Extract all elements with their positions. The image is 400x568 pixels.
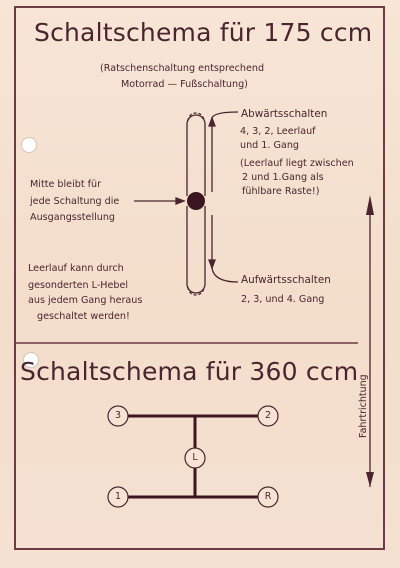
mitte-line1: Mitte bleibt für [30,179,102,190]
gear-label-2: 2 [264,410,272,421]
leerlauf-hebel-line3: aus jedem Gang heraus [28,295,143,306]
lever-diagram-175 [134,112,238,295]
fahrtrichtung-label: Fahrtrichtung [358,374,369,438]
leerlauf-note-line2: 2 und 1.Gang als [242,172,324,183]
leerlauf-hebel-line4: geschaltet werden! [37,311,130,322]
lever-outline-lower [187,206,205,293]
leerlauf-hebel-line2: gesonderten L-Hebel [28,280,129,291]
gear-label-R: R [264,491,272,502]
arrow-to-aufwaerts [212,268,238,282]
fahrtrichtung-arrowhead [366,195,374,215]
abwaerts-line1: 4, 3, 2, Leerlauf [240,126,316,137]
leerlauf-hebel-line1: Leerlauf kann durch [28,263,124,274]
title-360ccm: Schaltschema für 360 ccm [20,357,359,386]
arrow-head-up [209,118,215,126]
arrow-head-down [209,260,215,268]
subtitle-line1: (Ratschenschaltung entsprechend [100,63,265,74]
gear-label-3: 3 [114,410,122,421]
aufwaerts-line1: 2, 3, und 4. Gang [241,294,325,305]
mitte-line3: Ausgangsstellung [30,212,116,223]
center-knob [187,192,205,210]
mitte-pointer-head [176,198,184,204]
mitte-line2: jede Schaltung die [30,196,120,207]
title-175ccm: Schaltschema für 175 ccm [34,18,373,47]
subtitle-line2: Motorrad — Fußschaltung) [121,79,248,90]
gear-label-1: 1 [114,491,122,502]
gear-label-L: L [192,452,198,463]
leerlauf-note-line1: (Leerlauf liegt zwischen [240,158,354,169]
fahrtrichtung-arrow [366,195,374,487]
aufwaerts-heading: Aufwärtsschalten [241,274,331,286]
lever-outline-upper [187,115,205,196]
abwaerts-line2: und 1. Gang [240,140,299,151]
arrow-to-abwaerts [212,112,238,118]
abwaerts-heading: Abwärtsschalten [241,108,328,120]
leerlauf-note-line3: fühlbare Raste!) [242,186,320,197]
fahrtrichtung-tail [366,472,374,487]
